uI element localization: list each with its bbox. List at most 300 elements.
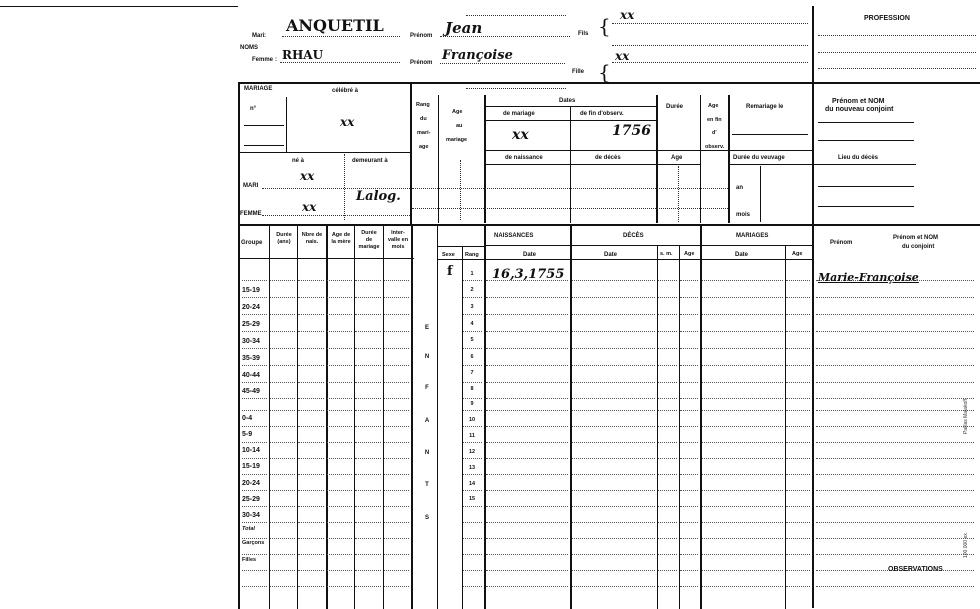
child1-sexe: f: [447, 264, 453, 279]
row-rule: [486, 426, 568, 427]
row-rule: [702, 586, 783, 587]
row-rule: [384, 314, 409, 315]
row-rule: [355, 506, 381, 507]
row-rule: [242, 506, 267, 507]
row-rule: [680, 586, 698, 587]
duree-label: Durée: [666, 104, 684, 110]
row-rule: [702, 365, 783, 366]
row-rule: [572, 297, 655, 298]
row-rule: [786, 538, 810, 539]
intervalle-label-3: mois: [391, 244, 405, 250]
row-rule: [270, 538, 295, 539]
duree-mariage-label: Durée: [361, 230, 377, 236]
row-rule: [298, 538, 324, 539]
rang-number: 13: [468, 465, 476, 471]
row-rule: [572, 365, 655, 366]
row-rule: [816, 398, 974, 399]
de-mariage-label: de mariage: [503, 111, 535, 117]
garcons-label: Garçons: [242, 540, 265, 546]
row-rule: [355, 348, 381, 349]
deces-age-label: Age: [684, 251, 695, 257]
row-rule: [702, 490, 783, 491]
row-rule: [270, 348, 295, 349]
mari-prenom-label: Prénom: [410, 33, 433, 39]
dates-label: Dates: [559, 98, 576, 104]
row-rule: [680, 398, 698, 399]
row-rule: [658, 314, 677, 315]
row-rule: [463, 382, 482, 383]
row-rule: [327, 554, 352, 555]
row-rule: [327, 365, 352, 366]
row-rule: [242, 490, 267, 491]
duree-ans-label-2: (ans): [277, 239, 291, 245]
row-rule: [658, 458, 677, 459]
femme-label: Femme: [252, 57, 274, 63]
row-rule: [463, 280, 482, 281]
row-rule: [486, 586, 568, 587]
row-rule: [270, 442, 295, 443]
ne-a-label: né à: [292, 158, 305, 164]
conjoint-col-label-1: Prénom et NOM: [893, 235, 939, 241]
top-left-rule: [0, 6, 238, 7]
celebre-label: célébré à: [332, 88, 359, 94]
row-rule: [486, 554, 568, 555]
row-rule: [384, 410, 409, 411]
row-rule: [680, 522, 698, 523]
row-rule: [242, 398, 267, 399]
row-rule: [242, 570, 267, 571]
row-rule: [680, 570, 698, 571]
row-rule: [270, 314, 295, 315]
row-rule: [658, 586, 677, 587]
row-rule: [680, 314, 698, 315]
row-rule: [384, 586, 409, 587]
rang-number: 7: [470, 370, 474, 376]
row-rule: [658, 570, 677, 571]
duree-mariage-label-3: mariage: [358, 244, 380, 250]
row-rule: [486, 348, 568, 349]
row-rule: [298, 474, 324, 475]
row-rule: [327, 426, 352, 427]
row-rule: [680, 554, 698, 555]
row-rule: [242, 314, 267, 315]
row-rule: [355, 365, 381, 366]
group-label: 35-39: [242, 355, 260, 362]
profession-divider: [812, 6, 814, 608]
row-rule: [242, 331, 267, 332]
mari-label: Mari: [252, 33, 265, 39]
row-rule: [816, 586, 974, 587]
mari-name: ANQUETIL: [286, 16, 384, 35]
row-rule: [270, 490, 295, 491]
row-rule: [298, 331, 324, 332]
row-rule: [658, 522, 677, 523]
row-rule: [680, 442, 698, 443]
row-rule: [680, 365, 698, 366]
table-top-rule: [238, 224, 980, 226]
row-rule: [680, 382, 698, 383]
row-rule: [384, 398, 409, 399]
row-rule: [463, 538, 482, 539]
row-rule: [463, 506, 482, 507]
row-rule: [816, 490, 974, 491]
row-rule: [680, 490, 698, 491]
row-rule: [355, 570, 381, 571]
row-rule: [572, 570, 655, 571]
observations-label: OBSERVATIONS: [888, 566, 943, 573]
row-rule: [658, 506, 677, 507]
rang-mariage-label-3: mari-: [417, 130, 431, 136]
row-rule: [242, 458, 267, 459]
row-rule: [658, 538, 677, 539]
row-rule: [384, 490, 409, 491]
duree-veuvage-label: Durée du veuvage: [733, 155, 785, 161]
row-rule: [463, 522, 482, 523]
row-rule: [572, 426, 655, 427]
total-label: Total: [242, 526, 255, 532]
row-rule: [463, 490, 482, 491]
row-rule: [572, 442, 655, 443]
row-rule: [572, 490, 655, 491]
femme-name: RHAU: [282, 48, 324, 62]
row-rule: [680, 506, 698, 507]
row-rule: [680, 426, 698, 427]
row-rule: [355, 554, 381, 555]
rang-number: 15: [468, 496, 476, 502]
femme-row-label: FEMME: [240, 211, 262, 217]
row-rule: [384, 382, 409, 383]
row-rule: [384, 554, 409, 555]
row-rule: [816, 442, 974, 443]
row-rule: [486, 398, 568, 399]
row-rule: [327, 506, 352, 507]
row-rule: [463, 586, 482, 587]
demeurant-label: demeurant à: [352, 158, 388, 164]
age-mariage-label-3: mariage: [446, 137, 468, 143]
row-rule: [786, 348, 810, 349]
row-rule: [572, 506, 655, 507]
row-rule: [486, 506, 568, 507]
row-rule: [327, 280, 352, 281]
nbre-naiss-label: Nbre de: [301, 232, 323, 238]
fin-observ-label: de fin d'observ.: [580, 111, 624, 117]
row-rule: [355, 410, 381, 411]
row-rule: [463, 331, 482, 332]
row-rule: [355, 297, 381, 298]
nouveau-conjoint-label-2: du nouveau conjoint: [825, 106, 894, 113]
row-rule: [242, 280, 267, 281]
row-rule: [384, 458, 409, 459]
row-rule: [270, 331, 295, 332]
row-rule: [355, 398, 381, 399]
conjoint-col-label-2: du conjoint: [902, 244, 935, 250]
row-rule: [298, 280, 324, 281]
enfants-letter: A: [424, 418, 430, 424]
mari-prenom: Jean: [445, 19, 483, 37]
row-rule: [702, 538, 783, 539]
row-rule: [298, 365, 324, 366]
row-rule: [270, 382, 295, 383]
row-rule: [786, 280, 810, 281]
row-rule: [702, 398, 783, 399]
row-rule: [384, 365, 409, 366]
row-rule: [270, 410, 295, 411]
mois-label: mois: [736, 212, 751, 218]
row-rule: [702, 506, 783, 507]
row-rule: [702, 314, 783, 315]
row-rule: [298, 570, 324, 571]
row-rule: [572, 586, 655, 587]
row-rule: [486, 458, 568, 459]
row-rule: [680, 474, 698, 475]
enfants-letter: N: [424, 450, 430, 456]
row-rule: [486, 410, 568, 411]
mariage-label: MARIAGE: [244, 86, 273, 92]
group-label: 20-24: [242, 304, 260, 311]
row-rule: [384, 331, 409, 332]
row-rule: [572, 398, 655, 399]
fils-label: Fils: [578, 31, 589, 37]
row-rule: [702, 458, 783, 459]
row-rule: [384, 280, 409, 281]
row-rule: [463, 554, 482, 555]
row-rule: [298, 398, 324, 399]
row-rule: [702, 570, 783, 571]
row-rule: [384, 538, 409, 539]
enfants-letter: T: [425, 482, 429, 488]
child1-date: 16,3,1755: [492, 267, 565, 282]
rang-mariage-label-2: du: [420, 116, 427, 122]
row-rule: [786, 297, 810, 298]
row-rule: [486, 474, 568, 475]
group-label: 45-49: [242, 388, 260, 395]
row-rule: [298, 506, 324, 507]
mariages-age-label: Age: [792, 251, 803, 257]
group-label: 15-19: [242, 287, 260, 294]
row-rule: [658, 348, 677, 349]
row-rule: [786, 586, 810, 587]
row-rule: [786, 314, 810, 315]
row-rule: [658, 398, 677, 399]
row-rule: [327, 398, 352, 399]
sm-label: s. m.: [660, 251, 673, 257]
row-rule: [572, 280, 655, 281]
row-rule: [463, 410, 482, 411]
row-rule: [298, 314, 324, 315]
row-rule: [463, 458, 482, 459]
row-rule: [658, 280, 677, 281]
row-rule: [327, 442, 352, 443]
row-rule: [270, 280, 295, 281]
row-rule: [702, 382, 783, 383]
row-rule: [702, 442, 783, 443]
row-rule: [486, 314, 568, 315]
group-label: 15-19: [242, 463, 260, 470]
row-rule: [816, 331, 974, 332]
row-rule: [298, 522, 324, 523]
row-rule: [327, 490, 352, 491]
celebre-mark: xx: [340, 115, 355, 129]
row-rule: [680, 280, 698, 281]
row-rule: [463, 570, 482, 571]
row-rule: [486, 490, 568, 491]
row-rule: [355, 538, 381, 539]
group-label: 30-34: [242, 338, 260, 345]
row-rule: [658, 442, 677, 443]
rang-label: Rang: [465, 252, 479, 258]
row-rule: [355, 426, 381, 427]
deces-label: DÉCÈS: [623, 233, 644, 239]
row-rule: [680, 458, 698, 459]
group-label: 30-34: [242, 512, 260, 519]
row-rule: [786, 426, 810, 427]
row-rule: [463, 398, 482, 399]
row-rule: [270, 365, 295, 366]
age-mere-label: Age de: [331, 232, 351, 238]
row-rule: [270, 426, 295, 427]
row-rule: [242, 348, 267, 349]
intervalle-label: Inter-: [391, 230, 405, 236]
row-rule: [298, 490, 324, 491]
row-rule: [242, 474, 267, 475]
rang-number: 12: [468, 449, 476, 455]
row-rule: [702, 410, 783, 411]
rang-number: 14: [468, 481, 476, 487]
copies-mark: 100.000 ex.: [963, 531, 969, 558]
deces-date-label-2: Date: [604, 252, 618, 258]
rang-number: 10: [468, 417, 476, 423]
row-rule: [702, 474, 783, 475]
nbre-naiss-label-2: nais.: [305, 239, 319, 245]
row-rule: [658, 474, 677, 475]
row-rule: [786, 398, 810, 399]
rang-number: 9: [470, 401, 474, 407]
rang-number: 2: [470, 287, 474, 293]
row-rule: [786, 522, 810, 523]
row-rule: [486, 538, 568, 539]
demeurant-value: Lalog.: [356, 189, 401, 204]
row-rule: [384, 348, 409, 349]
row-rule: [355, 382, 381, 383]
row-rule: [327, 570, 352, 571]
enfants-letter: F: [425, 385, 429, 391]
row-rule: [486, 297, 568, 298]
row-rule: [816, 522, 974, 523]
fille-mark: xx: [615, 49, 630, 63]
age-mere-label-2: la mère: [331, 239, 351, 245]
duree-ans-label: Durée: [276, 232, 292, 238]
row-rule: [384, 522, 409, 523]
sexe-label: Sexe: [442, 252, 455, 258]
row-rule: [242, 586, 267, 587]
row-rule: [786, 458, 810, 459]
row-rule: [355, 314, 381, 315]
numero-label: n°: [250, 106, 257, 112]
group-label: 0-4: [242, 415, 253, 422]
row-rule: [384, 442, 409, 443]
row-rule: [486, 331, 568, 332]
row-rule: [327, 348, 352, 349]
row-rule: [270, 474, 295, 475]
row-rule: [702, 348, 783, 349]
row-rule: [816, 382, 974, 383]
row-rule: [355, 442, 381, 443]
deces-date-label: de décès: [595, 155, 621, 161]
naissances-label: NAISSANCES: [494, 233, 534, 239]
age-label: Age: [671, 155, 683, 161]
mariage-top-rule: [238, 82, 980, 84]
row-rule: [384, 570, 409, 571]
enfants-letter: E: [424, 325, 429, 331]
row-rule: [270, 506, 295, 507]
row-rule: [658, 331, 677, 332]
row-rule: [270, 554, 295, 555]
group-label: 10-14: [242, 447, 260, 454]
row-rule: [242, 410, 267, 411]
row-rule: [486, 570, 568, 571]
row-rule: [298, 586, 324, 587]
row-rule: [355, 458, 381, 459]
remariage-label: Remariage le: [746, 104, 784, 110]
row-rule: [270, 586, 295, 587]
row-rule: [486, 442, 568, 443]
group-label: 25-29: [242, 321, 260, 328]
profession-label: PROFESSION: [864, 15, 910, 22]
group-label: 20-24: [242, 480, 260, 487]
an-label: an: [736, 185, 744, 191]
row-rule: [384, 426, 409, 427]
row-rule: [463, 314, 482, 315]
row-rule: [242, 554, 267, 555]
row-rule: [327, 314, 352, 315]
row-rule: [298, 442, 324, 443]
child1-prenom: Marie-Françoise: [818, 271, 919, 284]
row-rule: [355, 331, 381, 332]
row-rule: [786, 490, 810, 491]
row-rule: [384, 506, 409, 507]
row-rule: [298, 297, 324, 298]
row-rule: [298, 458, 324, 459]
row-rule: [242, 297, 267, 298]
enfants-letter: N: [424, 354, 430, 360]
noms-label: NOMS: [240, 45, 258, 51]
row-rule: [242, 426, 267, 427]
row-rule: [680, 348, 698, 349]
rang-number: 8: [470, 386, 474, 392]
naissance-label: de naissance: [505, 155, 543, 161]
row-rule: [702, 297, 783, 298]
row-rule: [327, 382, 352, 383]
row-rule: [327, 297, 352, 298]
row-rule: [816, 348, 974, 349]
row-rule: [572, 410, 655, 411]
row-rule: [786, 570, 810, 571]
row-rule: [702, 331, 783, 332]
row-rule: [463, 442, 482, 443]
row-rule: [680, 331, 698, 332]
row-rule: [816, 474, 974, 475]
row-rule: [816, 365, 974, 366]
fille-label: Fille: [572, 69, 585, 75]
mariage-date-value: xx: [512, 127, 529, 143]
age-fin-label: Age: [708, 103, 719, 109]
age-mariage-label-2: au: [456, 123, 463, 129]
row-rule: [270, 398, 295, 399]
row-rule: [816, 297, 974, 298]
groupe-label: Groupe: [241, 240, 263, 246]
filles-label: Filles: [242, 557, 257, 563]
row-rule: [355, 586, 381, 587]
